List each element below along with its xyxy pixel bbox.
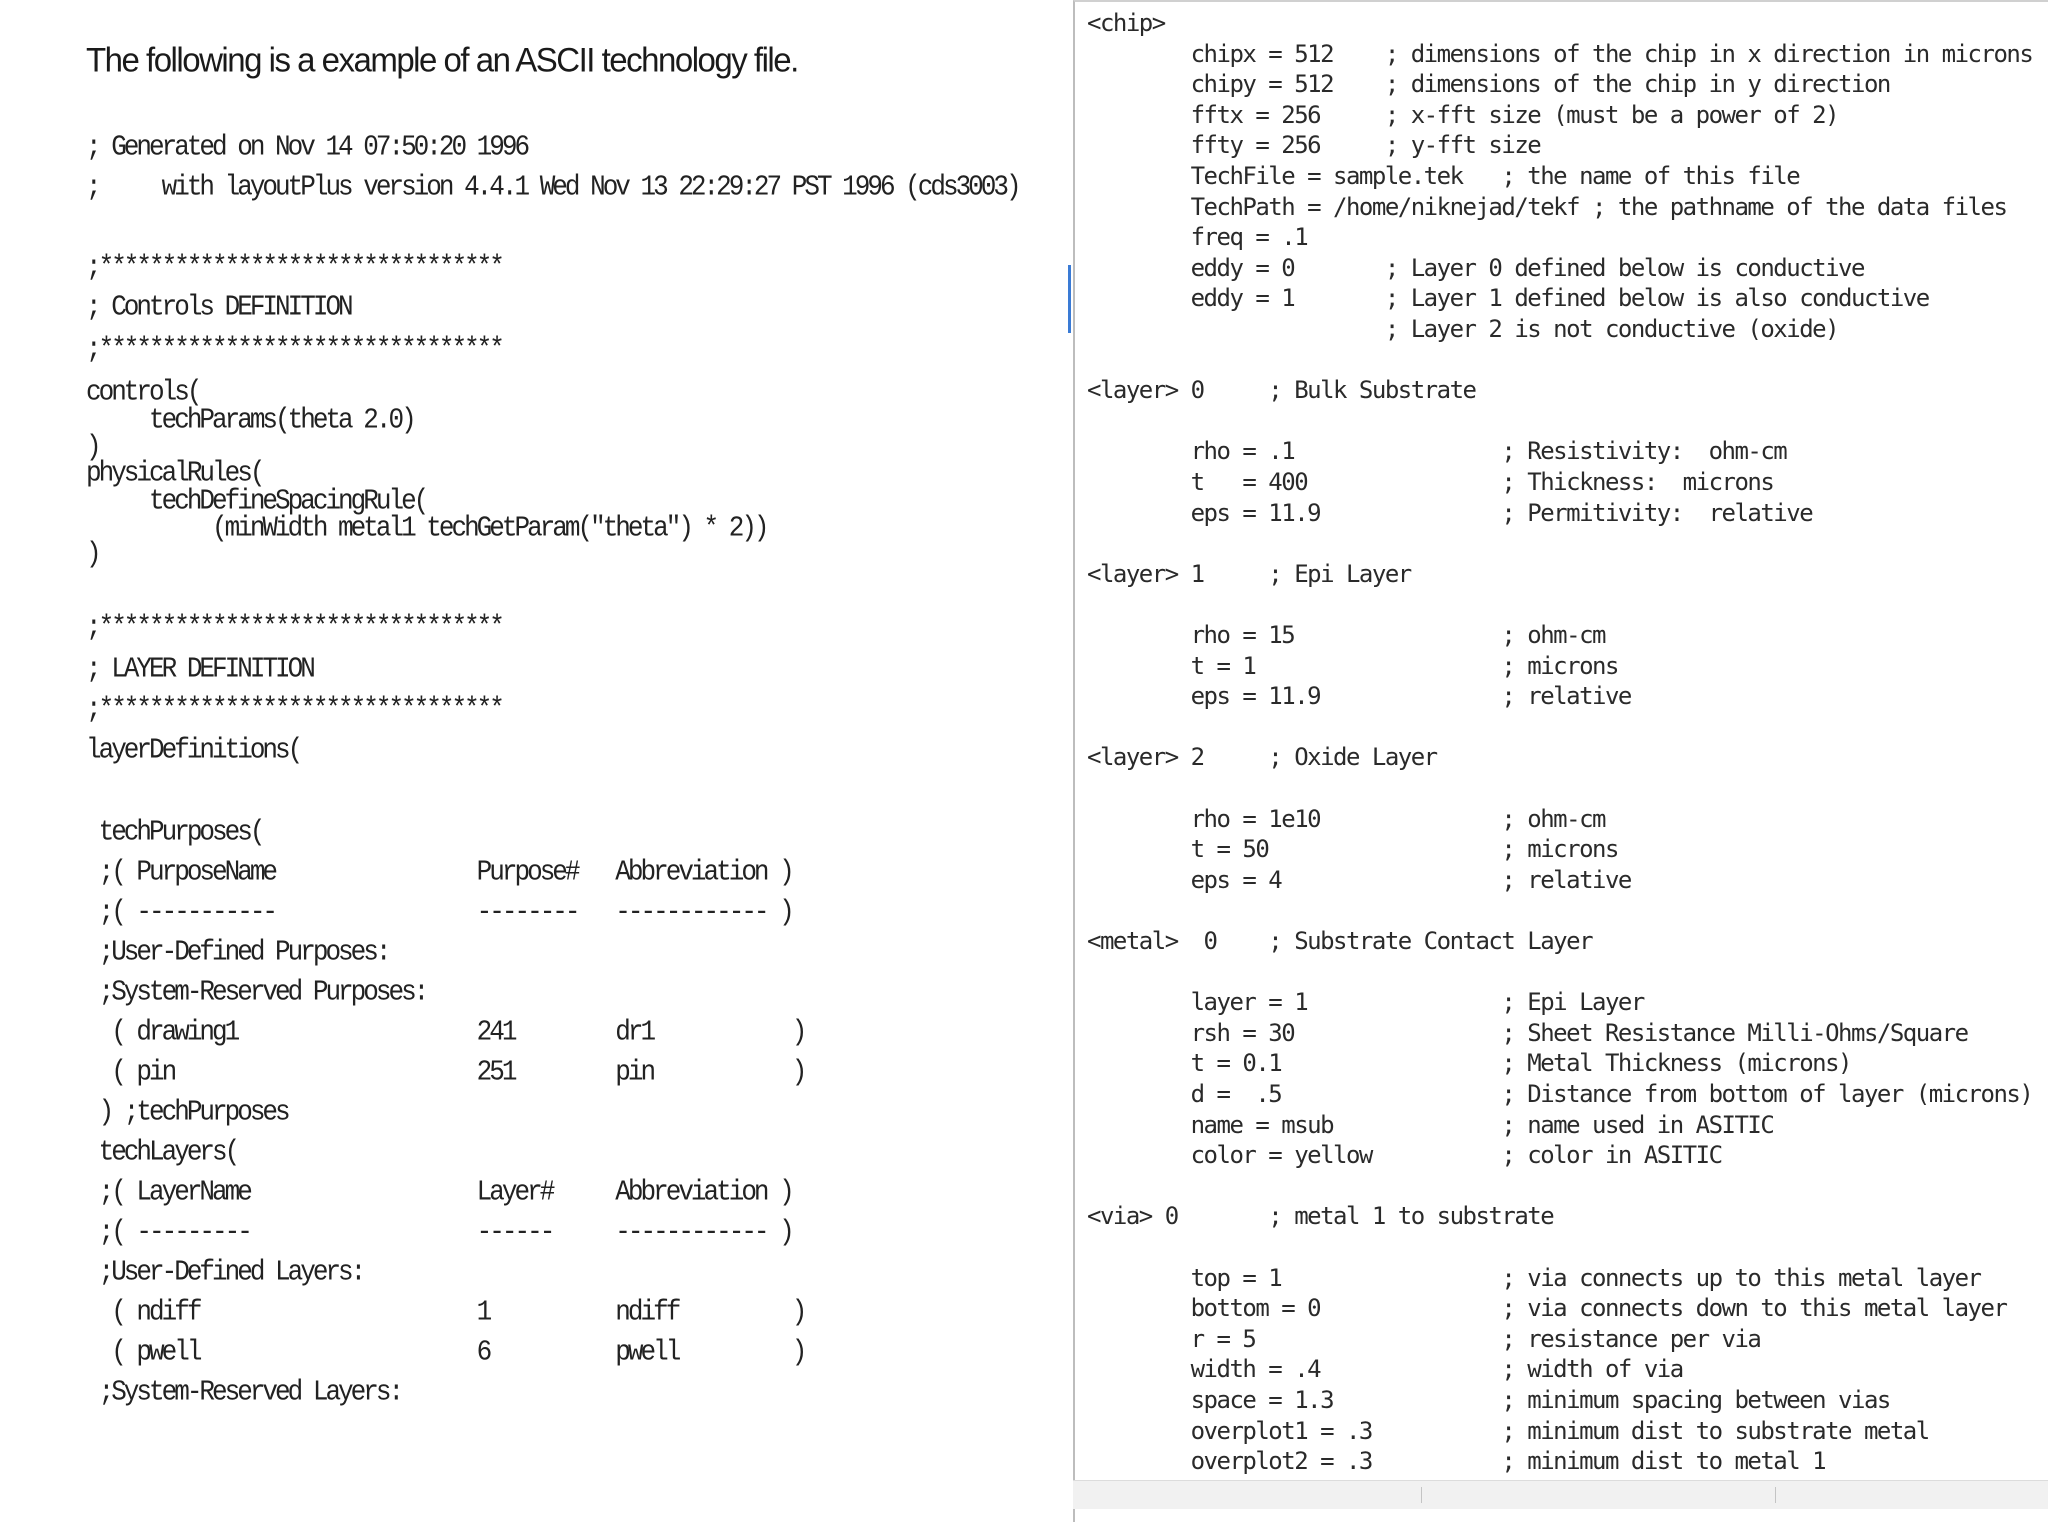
text-editor-panel[interactable] [1073,0,2048,1522]
left-code-line: ) [86,430,99,464]
left-code-line: ;System-Reserved Purposes: [86,975,427,1009]
editor-line: <layer> 2 ; Oxide Layer [1087,743,1437,772]
editor-line: freq = .1 [1087,223,1308,252]
editor-line: rho = 1e10 ; ohm-cm [1087,804,1605,833]
editor-line: eddy = 1 ; Layer 1 defined below is also conductive [1087,284,1929,313]
editor-line: <layer> 1 ; Epi Layer [1087,559,1411,588]
left-code-line: ;User-Defined Layers: [86,1255,364,1289]
editor-line: <chip> [1087,9,1165,37]
left-code-line: ( pin 251 pin ) [86,1055,805,1089]
left-code-line: (minWidth metal1 techGetParam("theta") * 2)) [86,511,767,545]
editor-line: eps = 11.9 ; relative [1087,682,1631,711]
editor-line: t = 1 ; microns [1087,651,1618,680]
left-code-line: ( pwell 6 pwell ) [86,1335,805,1369]
left-code-line: ;( LayerName Layer# Abbreviation ) [86,1175,792,1209]
document-heading: The following is a example of an ASCII technology file. [86,40,798,79]
editor-line: eps = 4 ; relative [1087,865,1631,894]
left-code-line: ;( ----------- -------- ------------ ) [86,895,792,929]
editor-line: top = 1 ; via connects up to this metal layer [1087,1263,1981,1292]
editor-line: rsh = 30 ; Sheet Resistance Milli-Ohms/Square [1087,1018,1968,1047]
editor-line: <metal> 0 ; Substrate Contact Layer [1087,927,1593,955]
editor-line: fftx = 256 ; x-fft size (must be a power of 2) [1087,100,1839,129]
left-code-line: ;System-Reserved Layers: [86,1375,402,1409]
editor-line: t = 0.1 ; Metal Thickness (microns) [1087,1049,1852,1078]
scrollbar-divider [1775,1487,1776,1503]
left-code-line: ; with layoutPlus version 4.4.1 Wed Nov 13 22:29:27 PST 1996 (cds3003) [86,170,1019,204]
left-code-line: ;( --------- ------ ------------ ) [86,1215,792,1249]
left-code-line: techLayers( [86,1135,238,1169]
editor-line: overplot1 = .3 ; minimum dist to substrate metal [1087,1416,1929,1445]
editor-line: eps = 11.9 ; Permitivity: relative [1087,498,1813,527]
editor-line: ; Layer 2 is not conductive (oxide) [1087,315,1839,343]
editor-line: d = .5 ; Distance from bottom of layer (microns) [1087,1080,2033,1108]
left-code-line: ;******************************** [86,250,502,284]
editor-line: r = 5 ; resistance per via [1087,1324,1761,1353]
editor-line: rho = .1 ; Resistivity: ohm-cm [1087,437,1787,466]
editor-line: name = msub ; name used in ASITIC [1087,1110,1774,1139]
editor-line: width = .4 ; width of via [1087,1355,1683,1384]
left-code-line: techParams(theta 2.0) [86,403,414,437]
left-code-line: ; Controls DEFINITION [86,290,351,324]
left-code-line: techDefineSpacingRule( [86,484,427,518]
scrollbar-divider [1421,1487,1422,1503]
editor-line: ffty = 256 ; y-fft size [1087,131,1541,160]
editor-line: bottom = 0 ; via connects down to this metal layer [1087,1294,2007,1323]
editor-line: color = yellow ; color in ASITIC [1087,1141,1722,1170]
editor-line: chipy = 512 ; dimensions of the chip in y direction [1087,70,1890,99]
left-code-line: ;******************************** [86,610,502,644]
editor-line: space = 1.3 ; minimum spacing between vias [1087,1386,1890,1414]
editor-line: overplot2 = .3 ; minimum dist to metal 1 [1087,1447,1826,1476]
editor-line: t = 400 ; Thickness: microns [1087,468,1774,496]
left-code-line: techPurposes( [86,815,263,849]
left-code-line: ) ;techPurposes [86,1095,288,1129]
left-code-line: ;******************************** [86,332,502,366]
editor-focus-indicator [1068,265,1071,333]
editor-line: TechPath = /home/niknejad/tekf ; the pathname of the data files [1087,192,2007,221]
left-code-line: ; LAYER DEFINITION [86,652,313,686]
horizontal-scrollbar[interactable] [1073,1480,2048,1509]
editor-line: <via> 0 ; metal 1 to substrate [1087,1202,1554,1231]
editor-line: <layer> 0 ; Bulk Substrate [1087,376,1476,405]
left-code-line: controls( [86,375,200,409]
left-code-line: ) [86,537,99,571]
editor-line: layer = 1 ; Epi Layer [1087,988,1644,1017]
left-code-line: ; Generated on Nov 14 07:50:20 1996 [86,130,528,164]
left-code-line: ( ndiff 1 ndiff ) [86,1295,805,1329]
left-code-line: ;( PurposeName Purpose# Abbreviation ) [86,855,792,889]
editor-line: eddy = 0 ; Layer 0 defined below is conductive [1087,253,1864,282]
editor-line: chipx = 512 ; dimensions of the chip in x direction in microns [1087,39,2033,68]
editor-line: t = 50 ; microns [1087,835,1618,864]
left-code-line: ;User-Defined Purposes: [86,935,389,969]
left-code-line: physicalRules( [86,456,263,490]
editor-line: TechFile = sample.tek ; the name of this file [1087,162,1800,190]
editor-line: rho = 15 ; ohm-cm [1087,621,1605,649]
left-code-line: ( drawing1 241 dr1 ) [86,1015,805,1049]
left-code-line: layerDefinitions( [86,733,301,767]
left-code-line: ;******************************** [86,692,502,726]
